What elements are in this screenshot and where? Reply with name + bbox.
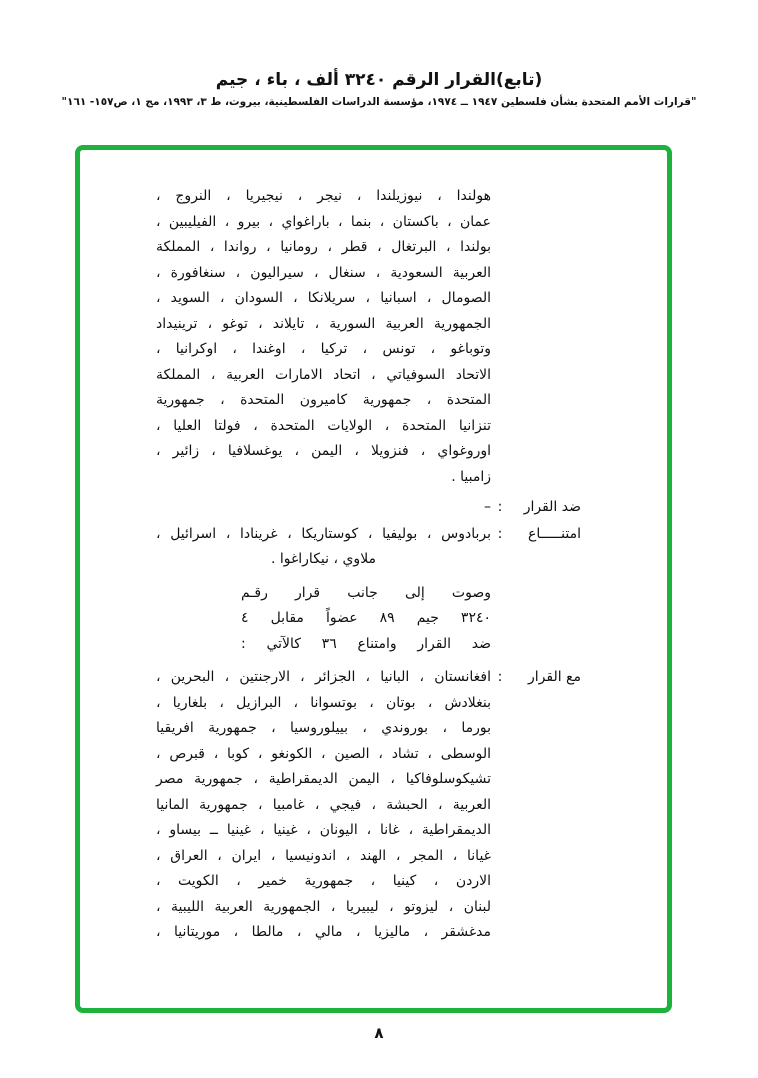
section-against-resolution <box>156 495 581 521</box>
text-line: الصومال ، اسبانيا ، سريلانكا ، السودان ، السويد ، <box>156 290 491 306</box>
label-colon: : <box>497 499 503 515</box>
resolution-title: (تابع)القرار الرقم ٣٢٤٠ ألف ، باء ، جيم <box>215 70 543 90</box>
document-body <box>80 150 667 1008</box>
text-line: غيانا ، المجر ، الهند ، اندونيسيا ، ايران ، العراق ، <box>156 847 491 864</box>
text-line: اوروغواي ، فنزويلا ، اليمن ، يوغسلافيا ، زائير ، <box>156 443 491 459</box>
page-number: ٨ <box>374 1024 384 1042</box>
text-line: وصوت إلى جانب قرار رقـم <box>241 584 491 601</box>
text-line: هولندا ، نيوزيلندا ، نيجر ، نيجيريا ، النروج ، <box>156 188 491 204</box>
text-line: العربية السعودية ، سنغال ، سيراليون ، سنغافورة ، <box>156 264 491 281</box>
section-label: مع القرار <box>527 669 581 685</box>
section-label: ضد القرار <box>523 499 581 515</box>
page-header <box>0 70 758 108</box>
section-value: – <box>484 499 491 515</box>
text-line: بربادوس ، بوليفيا ، كوستاريكا ، غرينادا ، اسرائيل ، <box>156 525 491 542</box>
text-line: لبنان ، ليزوتو ، ليبيريا ، الجمهورية العربية الليبية ، <box>156 898 491 915</box>
text-line: زامبيا . <box>451 468 491 485</box>
section-value <box>156 665 491 946</box>
section-value <box>156 522 491 573</box>
text-line: عمان ، باكستان ، بنما ، باراغواي ، بيرو ، الفيليبين ، <box>156 213 491 230</box>
text-line: بورما ، بوروندي ، بييلوروسيا ، جمهورية افريقيا <box>156 720 491 736</box>
text-line: العربية ، الحبشة ، فيجي ، غامبيا ، جمهورية المانيا <box>156 796 491 813</box>
text-line: ضد القرار وامتناع ٣٦ كالآتي : <box>241 635 491 652</box>
text-line: وتوباغو ، تونس ، تركيا ، اوغندا ، اوكرانيا ، <box>156 341 491 357</box>
section-abstain <box>156 522 581 573</box>
green-frame <box>75 145 672 1013</box>
label-colon: : <box>497 525 503 542</box>
text-line: الوسطى ، تشاد ، الصين ، الكونغو ، كوبا ، قبرص ، <box>156 745 491 762</box>
text-line: بولندا ، البرتغال ، قطر ، رومانيا ، رواندا ، المملكة <box>156 239 491 255</box>
text-line: الاتحاد السوفياتي ، اتحاد الامارات العربية ، المملكة <box>156 366 491 383</box>
text-line: تشيكوسلوفاكيا ، اليمن الديمقراطية ، جمهورية مصر <box>156 771 491 787</box>
text-line: افغانستان ، البانيا ، الجزائر ، الارجنتين ، البحرين ، <box>156 669 491 685</box>
text-line: تنزانيا المتحدة ، الولايات المتحدة ، فولتا العليا ، <box>156 417 491 434</box>
text-line: الاردن ، كينيا ، جمهورية خمير ، الكويت ، <box>156 873 491 889</box>
text-line: الجمهورية العربية السورية ، تايلاند ، توغو ، ترينيداد <box>156 315 491 332</box>
label-colon: : <box>497 669 503 685</box>
section-with-resolution <box>156 665 581 946</box>
section-label: امتنـــــاع <box>528 525 581 542</box>
source-citation: "قرارات الأمم المتحدة بشأن فلسطين ١٩٤٧ ــ ١٩٧٤، مؤسسة الدراسات الفلسطينية، بيروت، ط ٣، ١٩٩٣، مج ١، ص١٥٧- ١٦١" <box>61 96 697 108</box>
text-line: مدغشقر ، ماليزيا ، مالي ، مالطا ، موريتانيا ، <box>156 924 491 940</box>
text-line: المتحدة ، جمهورية كاميرون المتحدة ، جمهورية <box>156 392 491 408</box>
text-line: ٣٢٤٠ جيم ٨٩ عضواً مقابل ٤ <box>241 610 491 626</box>
text-line: الديمقراطية ، غانا ، اليونان ، غينيا ، غينيا ــ بيساو ، <box>156 822 491 838</box>
text-line: ملاوي ، نيكاراغوا . <box>270 551 377 567</box>
text-line: بنغلادش ، بوتان ، بوتسوانا ، البرازيل ، بلغاريا ، <box>156 694 491 711</box>
continuation-country-list <box>156 184 491 490</box>
vote-note <box>241 581 491 658</box>
